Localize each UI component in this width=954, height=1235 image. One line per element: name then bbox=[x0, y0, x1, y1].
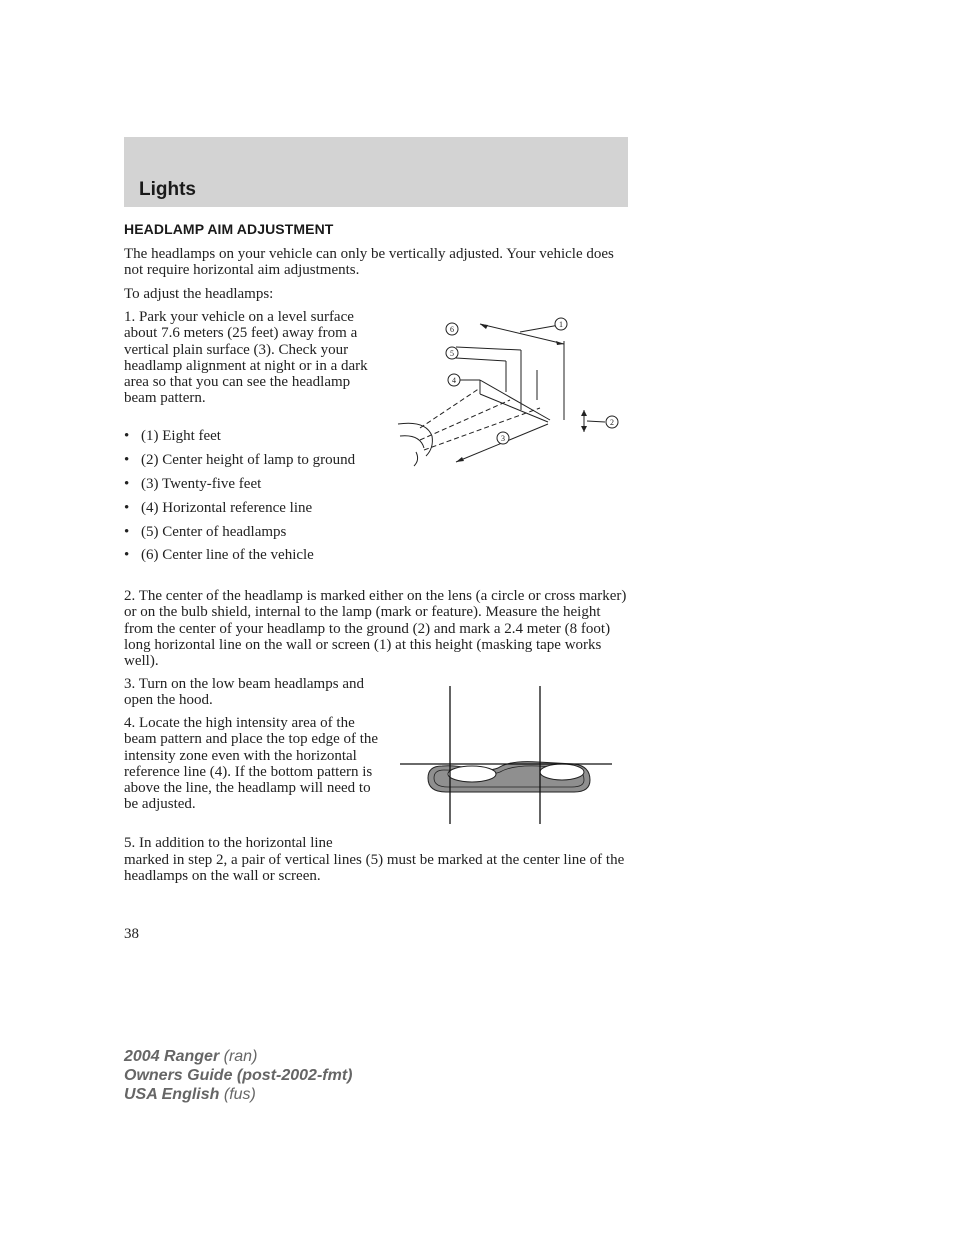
bullet-dot: • bbox=[124, 428, 130, 444]
footer-language-code: (fus) bbox=[223, 1086, 256, 1103]
footer-language: USA English bbox=[124, 1086, 220, 1103]
vehicle-outline bbox=[400, 436, 424, 448]
leader-line bbox=[456, 358, 506, 361]
vehicle-outline bbox=[414, 452, 418, 466]
intro-paragraph: The headlamps on your vehicle can only be vertically adjusted. Your vehicle does not require horizontal aim adjustments. bbox=[124, 246, 614, 279]
step-4-paragraph: 4. Locate the high intensity area of the beam pattern and place the top edge of the intensity zone even with the horizontal reference line (4). If the bottom pattern is above the line, the headlamp will need to be adjusted. bbox=[124, 715, 379, 813]
list-item-text: (2) Center height of lamp to ground bbox=[141, 451, 356, 468]
list-item bbox=[124, 547, 384, 563]
callout-4-label: 4 bbox=[452, 376, 456, 385]
bullet-dot: • bbox=[124, 451, 130, 468]
arrow-head bbox=[456, 457, 464, 462]
bullet-dot: • bbox=[124, 475, 130, 492]
list-item-text: (3) Twenty-five feet bbox=[141, 475, 262, 492]
eight-feet-arrow-line bbox=[480, 324, 564, 344]
list-item-text: (6) Center line of the vehicle bbox=[141, 547, 314, 564]
legend-list bbox=[124, 428, 384, 571]
list-item bbox=[124, 428, 384, 444]
footer-model-code: (ran) bbox=[223, 1048, 258, 1065]
step-3-paragraph: 3. Turn on the low beam headlamps and open the hood. bbox=[124, 676, 364, 709]
beam-projection-line bbox=[420, 400, 510, 440]
beam-projection-line bbox=[420, 388, 480, 428]
list-item bbox=[124, 476, 384, 492]
left-headlamp-hotspot bbox=[448, 766, 496, 782]
bullet-dot: • bbox=[124, 523, 130, 540]
footer-line-2 bbox=[124, 1066, 352, 1085]
wall-bottom-edge bbox=[480, 394, 548, 422]
arrow-head bbox=[581, 410, 587, 416]
footer-line-3 bbox=[124, 1085, 352, 1104]
headlamp-aim-diagram bbox=[390, 310, 630, 470]
callout-5-label: 5 bbox=[450, 349, 454, 358]
step-5-first-line: 5. In addition to the horizontal line bbox=[124, 835, 333, 851]
to-adjust-paragraph: To adjust the headlamps: bbox=[124, 286, 274, 302]
callout-1-label: 1 bbox=[559, 320, 563, 329]
leader-line bbox=[587, 421, 605, 422]
leader-line bbox=[456, 347, 521, 350]
list-item-text: (5) Center of headlamps bbox=[141, 523, 287, 540]
beam-pattern-diagram bbox=[398, 686, 614, 826]
bullet-dot: • bbox=[124, 499, 130, 516]
arrow-head bbox=[480, 324, 488, 329]
subsection-heading: HEADLAMP AIM ADJUSTMENT bbox=[124, 221, 334, 237]
callout-2-label: 2 bbox=[610, 418, 614, 427]
callout-6-label: 6 bbox=[450, 325, 454, 334]
arrow-head bbox=[556, 341, 564, 345]
right-headlamp-hotspot bbox=[540, 764, 584, 780]
step-5-paragraph: marked in step 2, a pair of vertical lines (5) must be marked at the center line of the headlamps on the wall or screen. bbox=[124, 852, 625, 885]
list-item bbox=[124, 524, 384, 540]
arrow-head bbox=[581, 426, 587, 432]
callout-3-label: 3 bbox=[501, 434, 505, 443]
document-footer bbox=[124, 1047, 352, 1104]
footer-line-1 bbox=[124, 1047, 352, 1066]
list-item bbox=[124, 500, 384, 516]
vehicle-outline bbox=[398, 423, 432, 456]
wall-base-line bbox=[480, 380, 550, 420]
section-title: Lights bbox=[139, 179, 196, 200]
list-item-text: (4) Horizontal reference line bbox=[141, 499, 313, 516]
section-header-band bbox=[124, 137, 628, 207]
footer-model: 2004 Ranger bbox=[124, 1048, 220, 1065]
bullet-dot: • bbox=[124, 547, 130, 564]
list-item-text: (1) Eight feet bbox=[141, 428, 221, 444]
step-1-paragraph: 1. Park your vehicle on a level surface about 7.6 meters (25 feet) away from a vertical plain surface (3). Check your headlamp alignment at night or in a dark area so that you can see the headlamp beam pattern. bbox=[124, 309, 368, 407]
page-number: 38 bbox=[124, 926, 139, 942]
footer-guide: Owners Guide (post-2002-fmt) bbox=[124, 1067, 353, 1084]
step-2-paragraph: 2. The center of the headlamp is marked either on the lens (a circle or cross marker) or on the bulb shield, internal to the lamp (mark or feature). Measure the height from the center of your headlamp to the ground (2) and mark a 2.4 meter (8 foot) long horizontal line on the wall or screen (1) at this height (masking tape works well). bbox=[124, 588, 627, 670]
list-item bbox=[124, 452, 384, 468]
